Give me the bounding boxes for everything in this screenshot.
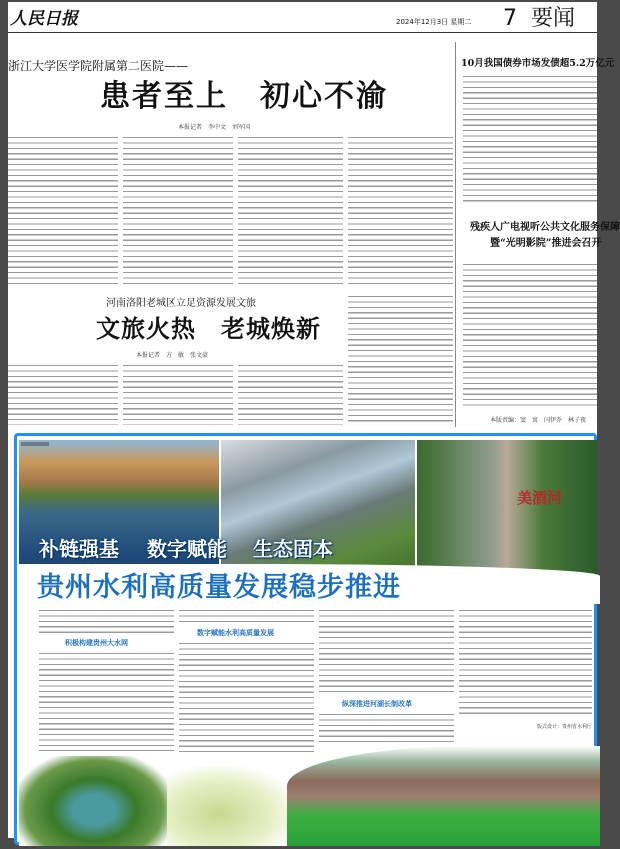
feature-text-col3a — [319, 608, 454, 696]
article1-headline: 患者至上 初心不渝 — [100, 79, 388, 114]
feature-title: 贵州水利高质量发展稳步推进 — [37, 572, 401, 603]
watercolor-decoration — [167, 766, 297, 846]
feature-text-col3b — [319, 712, 454, 742]
layout-credit: 版式设计：贵州省水利厅 — [537, 724, 593, 730]
article2-kicker: 河南洛阳老城区立足资源发展文旅 — [106, 298, 256, 309]
article1-byline: 本报记者 李中文 刘军国 — [178, 124, 251, 131]
article1-text-col4 — [348, 135, 453, 285]
photo-caption-tag — [21, 442, 49, 446]
editors-credit: 本版责编：窦 寓 闫伊乔 林子夜 — [490, 417, 587, 424]
column-divider — [455, 42, 456, 427]
feature-text-col4 — [459, 608, 592, 718]
news1-text — [463, 74, 597, 204]
issue-date: 2024年12月3日 星期二 — [396, 18, 472, 26]
article1-kicker: 浙江大学医学院附属第二医院—— — [8, 59, 189, 73]
feature-text-col2a — [179, 608, 314, 626]
news2-title-line1: 残疾人广电视听公共文化服务保障 — [470, 222, 620, 233]
reservoir-forest-photo — [19, 756, 169, 846]
riverside-town-photo — [287, 746, 600, 846]
news2-title-line2: 暨“光明影院”推进会召开 — [490, 238, 602, 249]
subhead-1: 积极构建贵州大水网 — [65, 638, 128, 647]
article2-text-col4 — [348, 294, 453, 425]
feature-text-col2b — [179, 641, 314, 755]
slogan-2: 数字赋能 — [147, 537, 227, 561]
page-number: 7 要闻 — [503, 6, 576, 31]
photo-sign-text: 美酒河 — [517, 489, 563, 507]
article1-text-col1 — [8, 135, 118, 285]
news2-text — [463, 262, 597, 410]
article2-text-col1 — [8, 363, 118, 425]
article2-text-col3 — [238, 363, 343, 425]
article1-text-col2 — [123, 135, 233, 285]
newspaper-page — [8, 2, 620, 838]
article2-text-col2 — [123, 363, 233, 425]
slogan-1: 补链强基 — [39, 537, 119, 561]
subhead-3: 纵深推进河湖长制改革 — [342, 699, 412, 708]
feature-text-col1b — [39, 651, 174, 751]
gorge-photo — [417, 440, 597, 585]
feature-text-col1a — [39, 608, 174, 636]
article2-headline: 文旅火热 老城焕新 — [96, 314, 321, 343]
section-name: 要闻 — [531, 6, 576, 31]
article1-text-col3 — [238, 135, 343, 285]
newspaper-logo: 人民日报 — [10, 9, 78, 29]
slogan-3: 生态固本 — [253, 537, 333, 561]
highlighted-feature-region — [14, 433, 597, 845]
subhead-2: 数字赋能水利高质量发展 — [197, 628, 274, 637]
news1-title: 10月我国债券市场发债超5.2万亿元 — [461, 58, 615, 69]
header-divider — [8, 32, 597, 33]
article2-byline: 本报记者 方 敏 张文豪 — [136, 352, 209, 359]
